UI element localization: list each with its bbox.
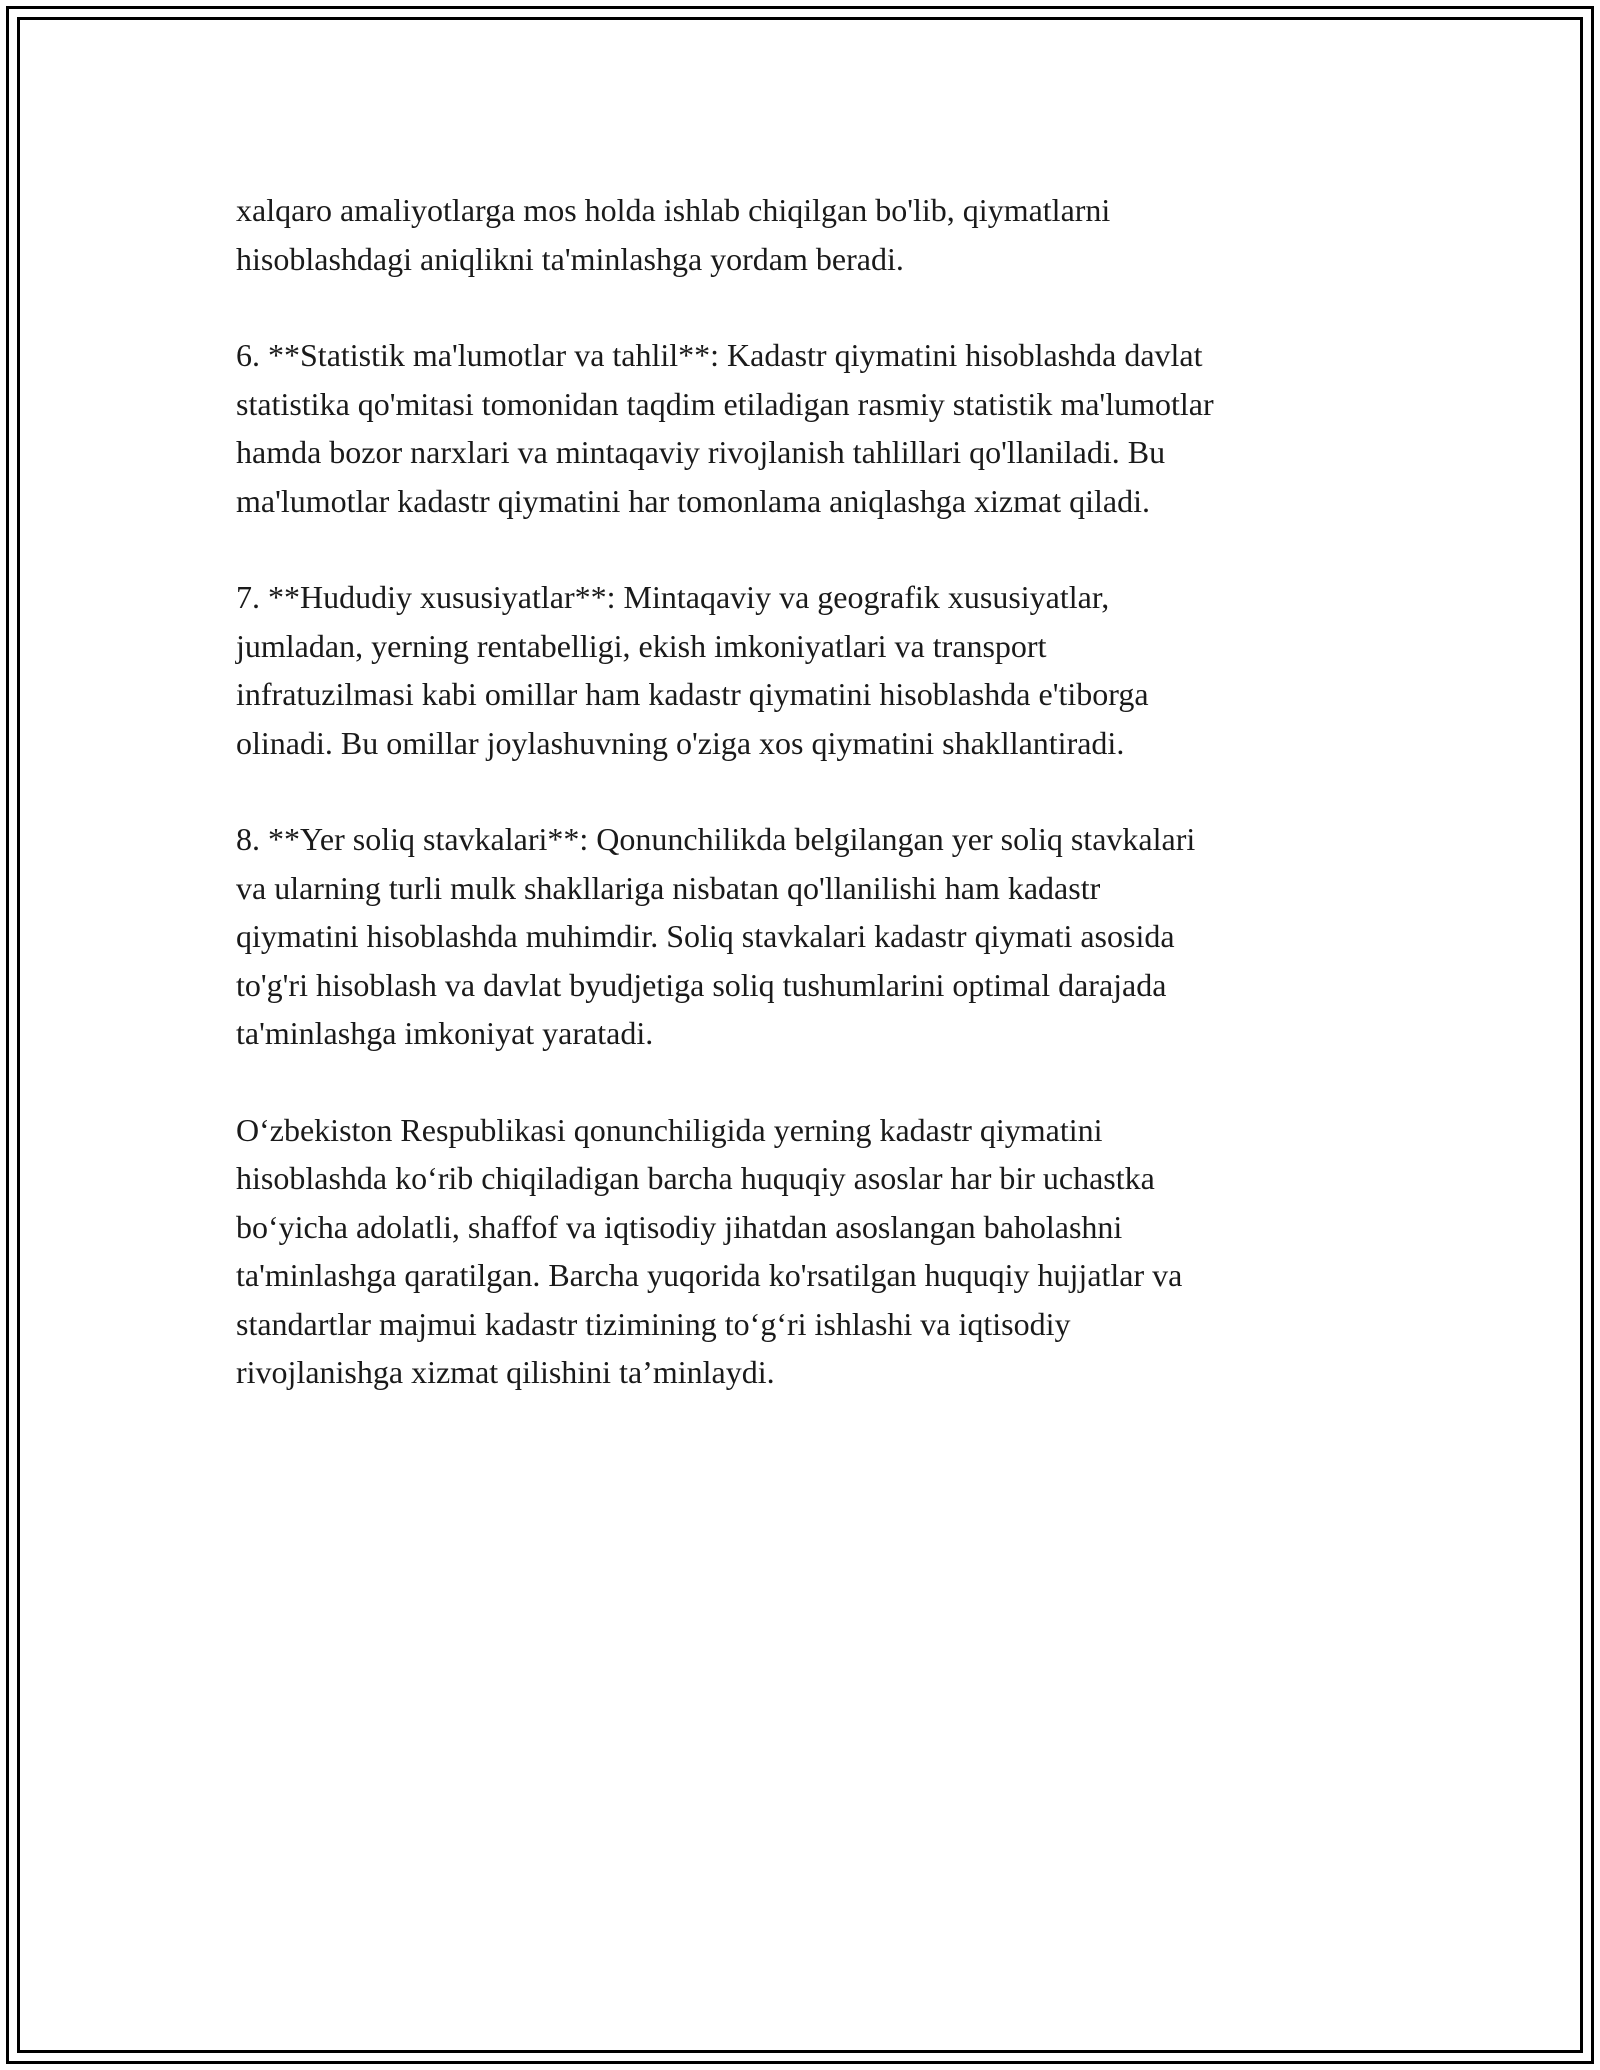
paragraph-item-8: 8. **Yer soliq stavkalari**: Qonunchilikda belgilangan yer soliq stavkalari va ularning turli mulk shakllariga nisbatan qo'llanilishi ham kadastr qiymatini hisoblashda muhimdir. Soliq stavkalari kadastr qiymati asosida to'g'ri hisoblash va davlat byudjetiga soliq tushumlarini optimal darajada ta'minlashga imkoniyat yaratadi. [236,821,1196,1051]
paragraph-continuation: xalqaro amaliyotlarga mos holda ishlab chiqilgan bo'lib, qiymatlarni hisoblashdagi aniqlikni ta'minlashga yordam beradi. [236,192,1111,277]
paragraph-item-6: 6. **Statistik ma'lumotlar va tahlil**: Kadastr qiymatini hisoblashda davlat statistika qo'mitasi tomonidan taqdim etiladigan rasmiy statistik ma'lumotlar hamda bozor narxlari va mintaqaviy rivojlanish tahlillari qo'llaniladi. Bu ma'lumotlar kadastr qiymatini har tomonlama aniqlashga xizmat qiladi. [236,337,1214,519]
document-body [236,186,1376,1445]
paragraph-conclusion: O‘zbekiston Respublikasi qonunchiligida yerning kadastr qiymatini hisoblashda ko‘rib chiqiladigan barcha huquqiy asoslar har bir uchastka bo‘yicha adolatli, shaffof va iqtisodiy jihatdan asoslangan baholashni ta'minlashga qaratilgan. Barcha yuqorida ko'rsatilgan huquqiy hujjatlar va standartlar majmui kadastr tizimining to‘g‘ri ishlashi va iqtisodiy rivojlanishga xizmat qilishini ta’minlaydi. [236,1111,1183,1390]
paragraph-item-7: 7. **Hududiy xususiyatlar**: Mintaqaviy va geografik xususiyatlar, jumladan, yerning rentabelligi, ekish imkoniyatlari va transport infratuzilmasi kabi omillar ham kadastr qiymatini hisoblashda e'tiborga olinadi. Bu omillar joylashuvning o'ziga xos qiymatini shakllantiradi. [236,579,1149,761]
